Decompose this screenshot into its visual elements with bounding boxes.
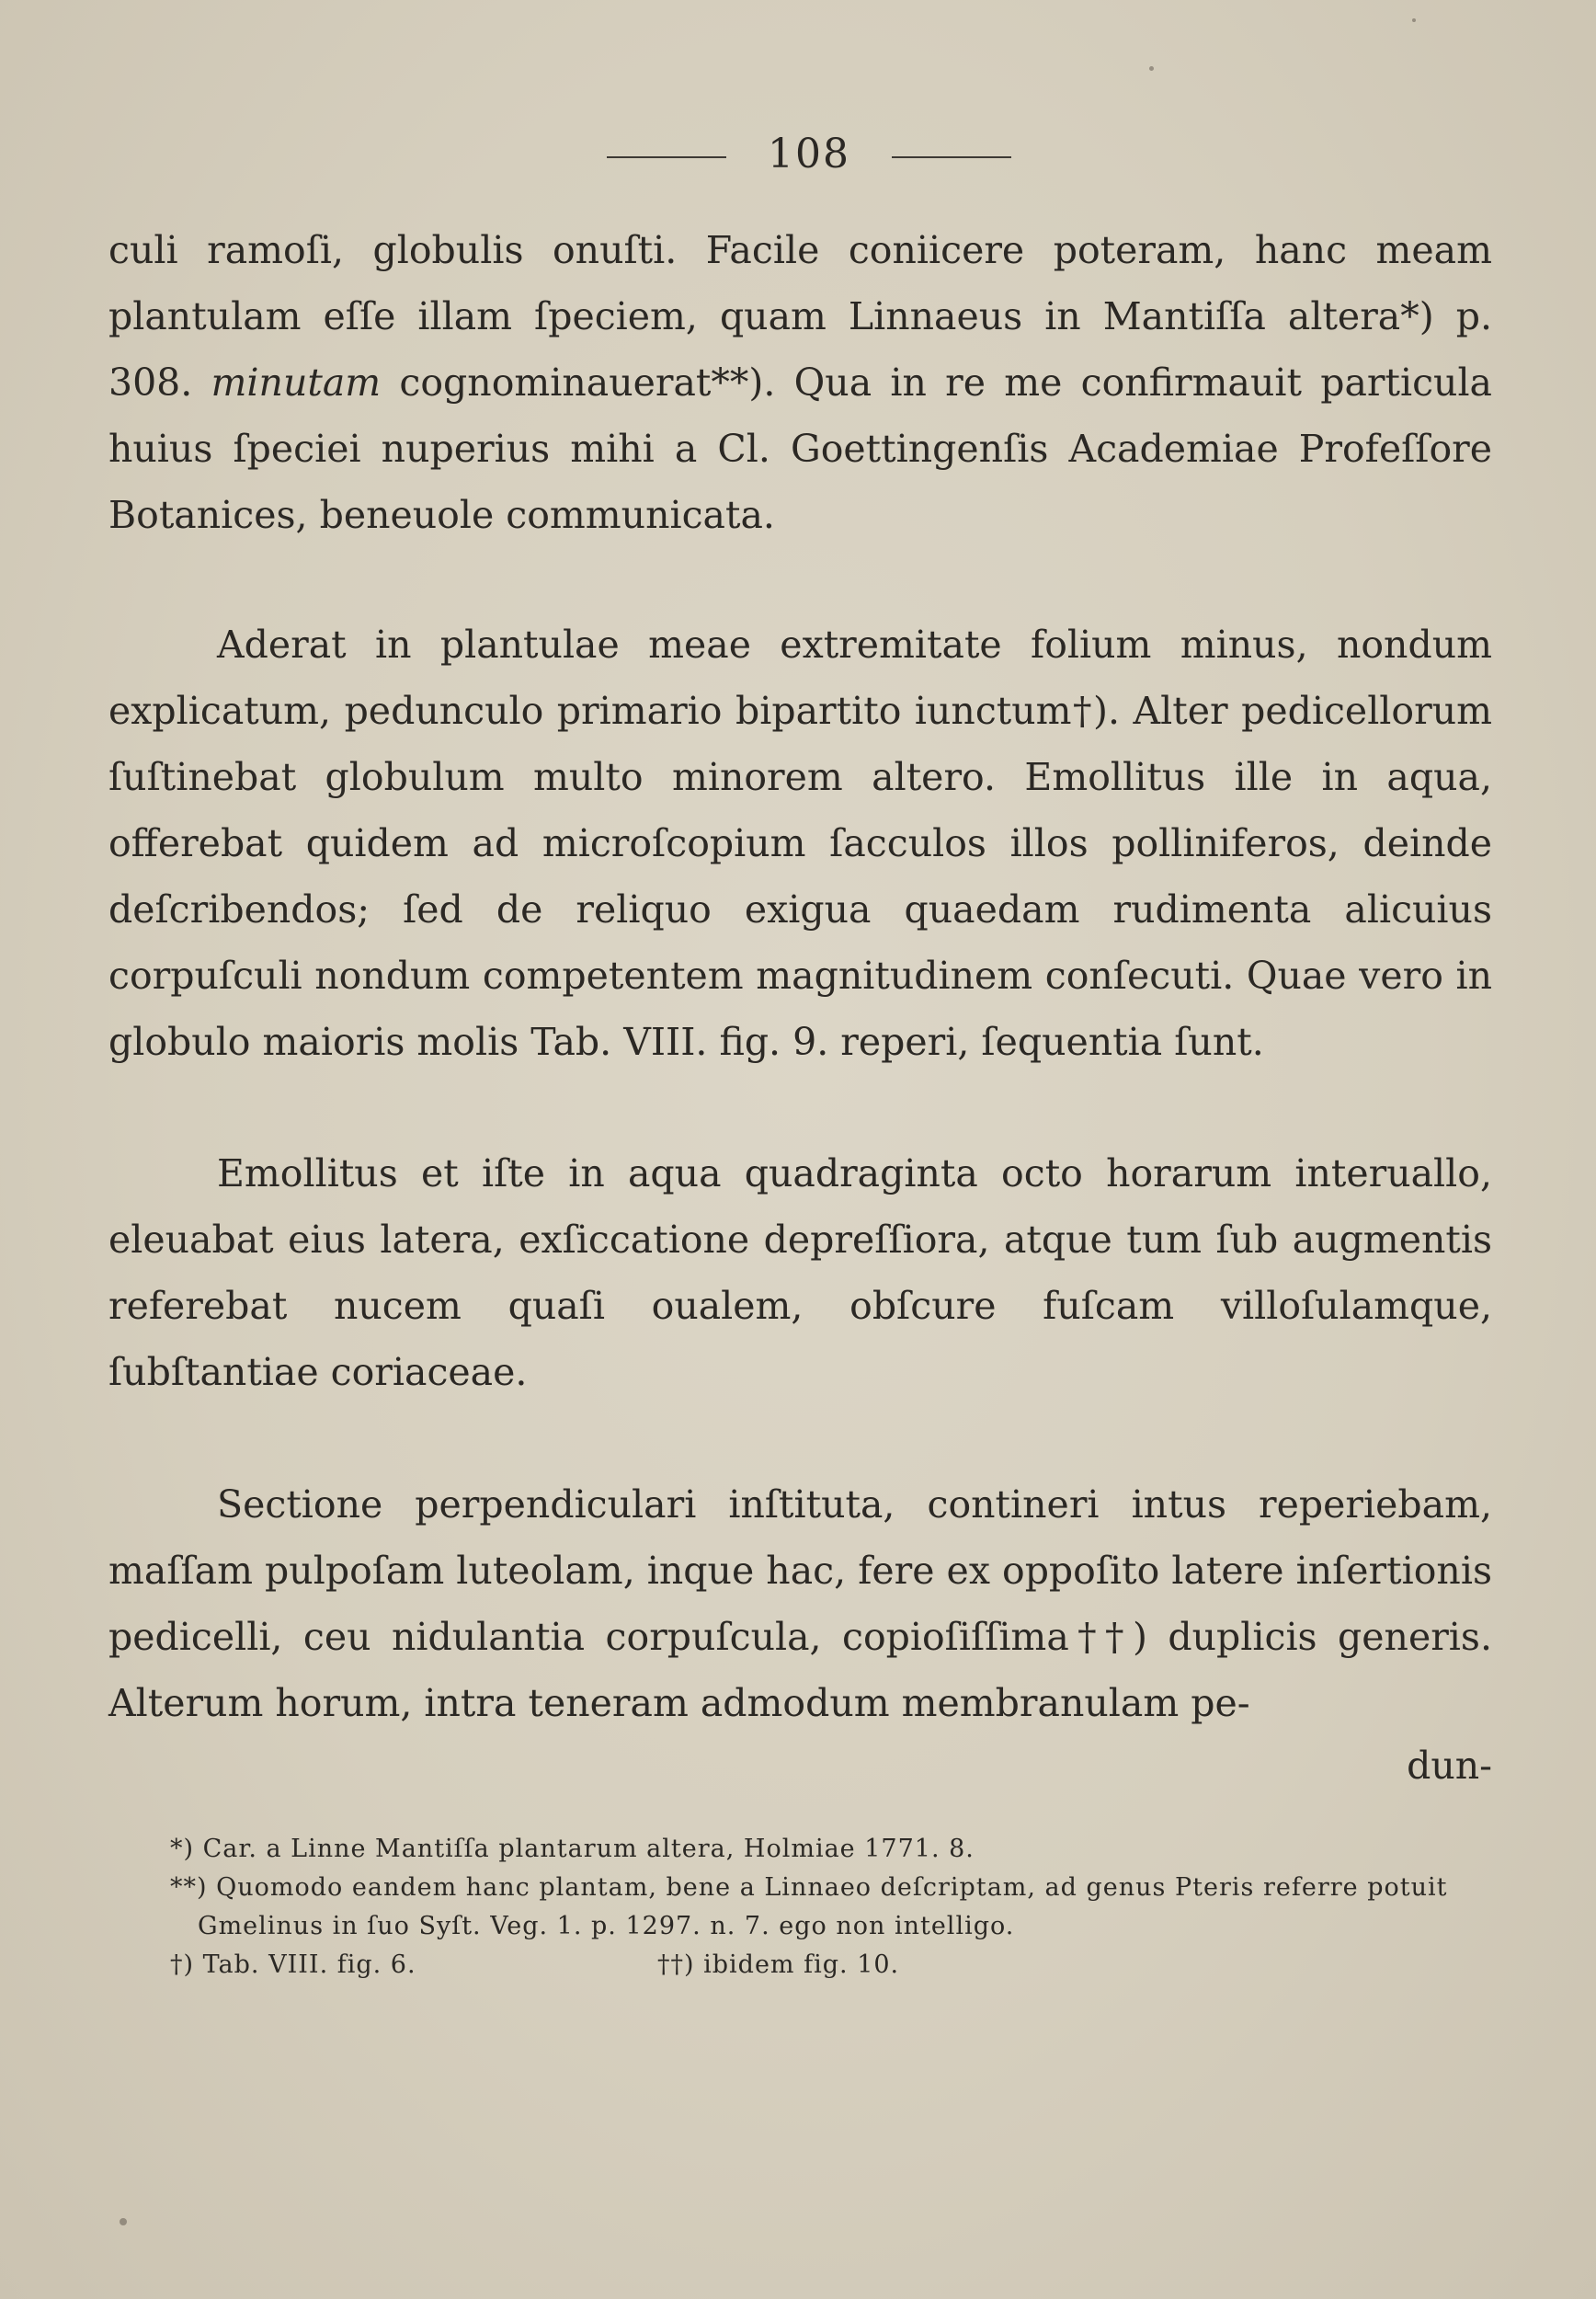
- footnote-2-continued: Gmelinus in ſuo Syſt. Veg. 1. p. 1297. n. 7. ego non intelligo.: [198, 1912, 1015, 1940]
- header-rule-right: [892, 156, 1011, 158]
- italic-term: minutam: [211, 360, 382, 405]
- paragraph-text: Sectione perpendiculari inſtituta, contineri intus reperiebam, maſſam pulpoſam luteolam, inque hac, fere ex oppoſito latere inſertionis pedicelli, ceu nidulantia corpuſcula, copioſiſſima††) duplicis generis. Alterum horum, intra teneram admodum membranulam pe-: [108, 1482, 1492, 1725]
- paragraph-1: [108, 217, 1492, 548]
- paragraph-text-part: culi ramoſi, globulis onuſti. Facile coniicere poteram, hanc meam plantulam eſſe illam ſpeciem, quam Linnaeus in Mantiſſa altera*) p. 308.: [108, 228, 1492, 405]
- page-header: [0, 129, 1596, 184]
- footnote-1: *) Car. a Linne Mantiſſa plantarum altera, Holmiae 1771. 8.: [170, 1835, 975, 1863]
- page-number: 108: [768, 131, 850, 177]
- paper-speck: [120, 2218, 127, 2225]
- paragraph-text: Emollitus et iſte in aqua quadraginta octo horarum interuallo, eleuabat eius latera, exſiccatione depreſſiora, atque tum ſub augmentis referebat nucem quaſi oualem, obſcure fuſcam villoſulamque, ſubſtantiae coriaceae.: [108, 1151, 1492, 1394]
- paragraph-text: Aderat in plantulae meae extremitate folium minus, nondum explicatum, pedunculo primario bipartito iunctum†). Alter pedicellorum ſuſtinebat globulum multo minorem altero. Emollitus ille in aqua, offerebat quidem ad microſcopium ſacculos illos polliniferos, deinde deſcribendos; ſed de reliquo exigua quaedam rudimenta alicuius corpuſculi nondum competentem magnitudinem conſecuti. Quae vero in globulo maioris molis Tab. VIII. fig. 9. reperi, ſequentia ſunt.: [108, 623, 1492, 1064]
- paragraph-text-part: cognominauerat**). Qua in re me confirmauit particula huius ſpeciei nuperius mihi a Cl. Goettingenſis Academiae Profeſſore Botanices, beneuole communicata.: [108, 360, 1493, 537]
- paragraph-text: [108, 217, 1492, 548]
- footnote-2: **) Quomodo eandem hanc plantam, bene a Linnaeo deſcriptam, ad genus Pteris referre potuit: [170, 1873, 1448, 1902]
- catchword: dun-: [1407, 1744, 1492, 1788]
- paragraph-4: [108, 1471, 1492, 1736]
- footnotes: [170, 1830, 1476, 1984]
- paper-speck: [1149, 66, 1154, 71]
- footnote-row: [170, 1946, 1476, 1984]
- paragraph-3: [108, 1140, 1492, 1405]
- header-rule-left: [607, 156, 726, 158]
- paper-speck: [1412, 18, 1416, 22]
- footnote-4: ††) ibidem fig. 10.: [657, 1950, 900, 1979]
- footnote-3: †) Tab. VIII. fig. 6.: [170, 1950, 416, 1979]
- paragraph-2: [108, 612, 1492, 1075]
